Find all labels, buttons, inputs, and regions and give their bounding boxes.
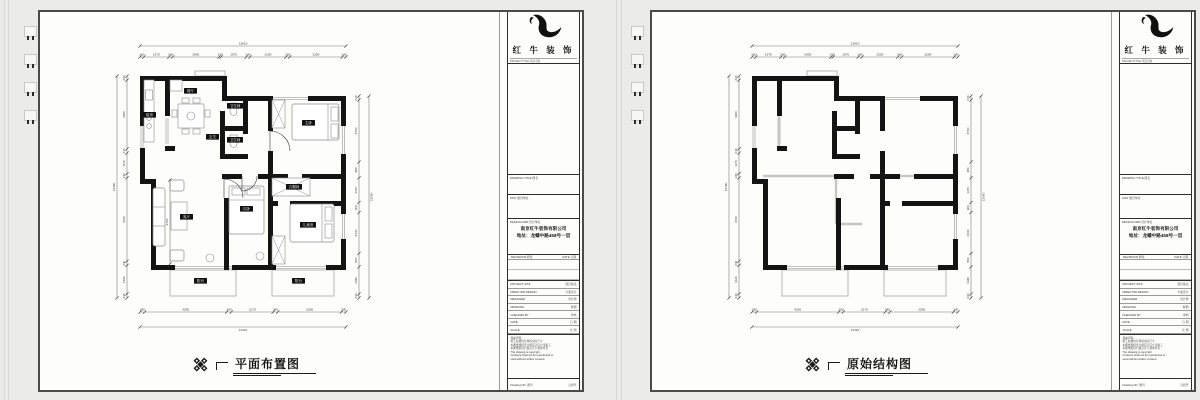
- svg-text:240: 240: [354, 95, 359, 101]
- svg-text:3290: 3290: [312, 52, 320, 57]
- svg-text:240: 240: [734, 293, 739, 299]
- unit-section: [508, 195, 579, 219]
- revision-row: [508, 270, 579, 280]
- svg-text:2440: 2440: [354, 229, 359, 237]
- sheet-floor-plan: [38, 10, 584, 392]
- drawing-title-label: DRAWING TITLE 图名: [510, 176, 539, 180]
- page-fold-line: [8, 0, 9, 400]
- fold-mark: [631, 26, 644, 37]
- design-firm-section: [1120, 219, 1191, 255]
- svg-text:4700: 4700: [165, 218, 170, 226]
- fold-mark: [631, 110, 644, 121]
- drawing-number-row: [508, 378, 579, 390]
- svg-text:儿童房: 儿童房: [302, 223, 314, 228]
- caption-underline: [845, 375, 893, 376]
- revision-date-label: DATE 日期: [1174, 255, 1188, 259]
- note-line: 郑重声明：: [510, 336, 524, 340]
- svg-text:240: 240: [751, 52, 757, 57]
- svg-text:1170: 1170: [734, 160, 739, 167]
- info-row: PROJECT SITE 项目地点: [1120, 281, 1191, 289]
- company-address: 地址：龙蟠中路458号一层: [1128, 233, 1183, 239]
- svg-text:3290: 3290: [306, 307, 314, 312]
- note-line: 施工前须核对现场实际尺寸: [1122, 340, 1155, 344]
- svg-text:客厅: 客厅: [182, 215, 191, 220]
- diamond-logo-icon: [192, 356, 209, 373]
- design-firm-label: DESIGN FIRM 设计单位: [510, 220, 541, 224]
- svg-text:950: 950: [354, 167, 359, 173]
- svg-text:600: 600: [354, 204, 359, 211]
- svg-text:240: 240: [122, 260, 127, 266]
- unit-label: UNIT 建设单位: [510, 196, 529, 200]
- fold-mark: [631, 54, 644, 65]
- info-row: DIRECTOR DESIGN 方案设计: [1120, 289, 1191, 297]
- caption-bracket: [216, 362, 228, 370]
- svg-text:3700: 3700: [966, 127, 971, 135]
- plan-caption: [192, 355, 316, 377]
- svg-text:4250: 4250: [182, 307, 190, 312]
- revision-row: [1120, 270, 1191, 280]
- svg-text:4760: 4760: [122, 216, 127, 223]
- plan-title: 原始结构图: [845, 355, 928, 374]
- svg-text:1470: 1470: [354, 186, 359, 194]
- svg-text:1620: 1620: [966, 276, 971, 284]
- title-block-separator: [1111, 12, 1112, 390]
- drawing-title-label: DRAWING TITLE 图名: [1122, 176, 1151, 180]
- page-fold-line: [616, 0, 617, 400]
- copyright-notes: [508, 334, 579, 378]
- svg-text:240: 240: [953, 52, 959, 57]
- title-block: [1119, 12, 1192, 390]
- info-row: SCALE 比 例: [508, 326, 579, 334]
- svg-text:4250: 4250: [794, 307, 802, 312]
- company-address: 地址：龙蟠中路458号一层: [516, 233, 571, 239]
- svg-text:240: 240: [857, 52, 863, 57]
- note-line: used without written consent.: [510, 357, 546, 361]
- svg-text:240: 240: [897, 52, 903, 57]
- revision-row: [508, 260, 579, 270]
- svg-text:1620: 1620: [354, 276, 359, 284]
- title-block: [507, 12, 580, 390]
- plan-title: 平面布置图: [233, 355, 316, 374]
- svg-text:2170: 2170: [248, 307, 256, 312]
- note-line: Contents shall not be reproduced or: [1122, 354, 1166, 358]
- note-line: The drawing is copyright.: [1122, 350, 1153, 354]
- info-row: DESIGNER 设计师: [508, 296, 579, 304]
- svg-text:玄关: 玄关: [208, 135, 217, 140]
- revisions-label: REVISIONS 修改: [511, 255, 533, 259]
- red-bull-logo-icon: [524, 14, 564, 38]
- svg-text:240: 240: [168, 52, 174, 57]
- svg-text:餐厅: 餐厅: [186, 89, 195, 94]
- title-block-separator: [499, 12, 500, 390]
- info-row: PROJECT SITE 项目地点: [508, 281, 579, 289]
- brand-logo-block: [1120, 12, 1191, 64]
- fold-mark: [24, 54, 37, 65]
- svg-text:240: 240: [122, 173, 127, 179]
- info-row: CHECKED BY 审核: [508, 311, 579, 319]
- svg-text:12480: 12480: [112, 182, 117, 192]
- note-line: 本图纸版权归南京红牛装饰所有: [510, 347, 549, 351]
- svg-text:4760: 4760: [734, 216, 739, 223]
- svg-text:3920: 3920: [734, 111, 739, 118]
- svg-text:1570: 1570: [764, 52, 772, 57]
- unit-section: [1120, 195, 1191, 219]
- contract-no-label: 合同号: [568, 382, 577, 387]
- copyright-notes: [1120, 334, 1191, 378]
- svg-text:1570: 1570: [152, 52, 160, 57]
- svg-text:阳台: 阳台: [196, 279, 205, 284]
- fold-mark: [631, 82, 644, 93]
- svg-text:240: 240: [341, 52, 347, 57]
- title-block-empty-area: [508, 64, 579, 175]
- note-line: used without written consent.: [1122, 357, 1158, 361]
- revision-row: [1120, 260, 1191, 270]
- svg-text:主卧: 主卧: [304, 121, 313, 126]
- svg-text:240: 240: [226, 307, 232, 312]
- note-line: 本图纸须经设计师签字后方可施工: [510, 343, 551, 347]
- info-row: SCALE 比 例: [1120, 326, 1191, 334]
- svg-text:240: 240: [780, 52, 786, 57]
- svg-text:厨房: 厨房: [145, 113, 154, 118]
- contract-no-label: 合同号: [1180, 382, 1189, 387]
- revisions-table: [508, 255, 579, 281]
- svg-text:3700: 3700: [354, 127, 359, 135]
- title-block-empty-area: [1120, 64, 1191, 175]
- svg-text:240: 240: [122, 75, 127, 81]
- svg-text:240: 240: [751, 307, 757, 312]
- svg-text:1570: 1570: [842, 52, 850, 57]
- diamond-logo-icon: [804, 356, 821, 373]
- svg-text:140: 140: [217, 52, 223, 57]
- design-firm-section: [508, 219, 579, 255]
- svg-text:240: 240: [838, 307, 844, 312]
- svg-text:1170: 1170: [122, 160, 127, 167]
- note-line: The drawing is copyright.: [510, 350, 541, 354]
- svg-text:11310: 11310: [850, 328, 860, 333]
- note-line: 本图纸版权归南京红牛装饰所有: [1122, 347, 1161, 351]
- svg-text:240: 240: [734, 173, 739, 179]
- structure-plan-drawing: [652, 12, 1112, 358]
- page-fold-line: [621, 0, 622, 400]
- info-row: DATE 日 期: [1120, 319, 1191, 327]
- revisions-table: [1120, 255, 1191, 281]
- svg-text:3290: 3290: [918, 307, 926, 312]
- revisions-label: REVISIONS 修改: [1123, 255, 1145, 259]
- fold-mark: [24, 82, 37, 93]
- svg-text:240: 240: [272, 307, 279, 312]
- svg-text:240: 240: [734, 75, 739, 81]
- page-fold-line: [4, 0, 5, 400]
- drawing-no-label: Drawing NO. 图号: [510, 382, 533, 387]
- svg-text:1570: 1570: [230, 52, 238, 57]
- brand-sub-label: PROJECTTITLE 项目名称: [1122, 58, 1189, 63]
- svg-text:卫生间: 卫生间: [229, 104, 241, 109]
- svg-text:600: 600: [966, 204, 971, 211]
- svg-text:140: 140: [829, 52, 835, 57]
- svg-text:240: 240: [734, 148, 739, 154]
- info-row: DESIGNER 设计师: [1120, 296, 1191, 304]
- caption-bracket: [828, 362, 840, 370]
- info-row: DIRECTOR DESIGN 方案设计: [508, 289, 579, 297]
- drawing-title-section: [1120, 175, 1191, 195]
- fold-mark: [24, 26, 37, 37]
- red-bull-logo-icon: [1136, 14, 1176, 38]
- svg-text:240: 240: [341, 307, 347, 312]
- svg-text:次卧: 次卧: [242, 207, 251, 212]
- svg-text:12480: 12480: [724, 182, 729, 192]
- info-row: DRAWING 制图: [508, 304, 579, 312]
- unit-label: UNIT 建设单位: [1122, 196, 1141, 200]
- svg-text:240: 240: [734, 260, 739, 266]
- svg-text:950: 950: [966, 167, 971, 173]
- drawing-title-section: [508, 175, 579, 195]
- brand-name: 红 牛 装 饰: [512, 45, 575, 55]
- svg-text:3920: 3920: [122, 111, 127, 118]
- sheet-structure-plan: [650, 10, 1196, 392]
- fold-mark: [24, 110, 37, 121]
- note-line: 施工前须核对现场实际尺寸: [510, 340, 543, 344]
- svg-text:11310: 11310: [238, 328, 248, 333]
- company-name: 南京红牛装饰有限公司: [1132, 226, 1179, 231]
- svg-text:衣帽间: 衣帽间: [288, 185, 300, 190]
- svg-text:800: 800: [354, 257, 359, 263]
- plan-caption: [804, 355, 928, 377]
- svg-text:2250: 2250: [264, 52, 272, 57]
- svg-text:240: 240: [245, 52, 251, 57]
- svg-text:240: 240: [354, 293, 359, 299]
- info-row: CHECKED BY 审核: [1120, 311, 1191, 319]
- svg-text:13610: 13610: [850, 41, 860, 46]
- svg-text:12060: 12060: [981, 192, 986, 202]
- svg-text:240: 240: [953, 307, 959, 312]
- svg-text:240: 240: [139, 307, 145, 312]
- brand-sub-label: PROJECTTITLE 项目名称: [510, 58, 577, 63]
- brand-name: 红 牛 装 饰: [1124, 45, 1187, 55]
- svg-text:240: 240: [966, 293, 971, 299]
- svg-text:1470: 1470: [966, 186, 971, 194]
- svg-text:1620: 1620: [734, 276, 739, 284]
- design-firm-label: DESIGN FIRM 设计单位: [1122, 220, 1153, 224]
- svg-text:12060: 12060: [369, 192, 374, 202]
- svg-text:1620: 1620: [122, 276, 127, 284]
- svg-text:13610: 13610: [238, 41, 248, 46]
- revision-date-label: DATE 日期: [562, 255, 576, 259]
- info-rows: [1120, 281, 1191, 334]
- svg-text:240: 240: [884, 307, 891, 312]
- brand-logo-block: [508, 12, 579, 64]
- svg-text:240: 240: [139, 52, 145, 57]
- info-rows: [508, 281, 579, 334]
- floor-plan-drawing: [40, 12, 500, 358]
- svg-text:240: 240: [285, 52, 291, 57]
- drawing-number-row: [1120, 378, 1191, 390]
- company-name: 南京红牛装饰有限公司: [520, 226, 567, 231]
- caption-underline: [233, 375, 281, 376]
- svg-text:2440: 2440: [966, 229, 971, 237]
- svg-text:阳台: 阳台: [294, 279, 303, 284]
- drawing-no-label: Drawing NO. 图号: [1122, 382, 1145, 387]
- svg-text:卫生间: 卫生间: [229, 138, 241, 143]
- note-line: Contents shall not be reproduced or: [510, 354, 554, 358]
- note-line: 郑重声明：: [1122, 336, 1136, 340]
- svg-text:240: 240: [122, 293, 127, 299]
- svg-text:2250: 2250: [876, 52, 884, 57]
- svg-text:240: 240: [966, 95, 971, 101]
- info-row: DATE 日 期: [508, 319, 579, 327]
- svg-text:2170: 2170: [860, 307, 868, 312]
- svg-text:2900: 2900: [192, 52, 200, 57]
- note-line: 本图纸须经设计师签字后方可施工: [1122, 343, 1163, 347]
- info-row: DRAWING 制图: [1120, 304, 1191, 312]
- svg-text:3290: 3290: [924, 52, 932, 57]
- svg-text:2900: 2900: [804, 52, 812, 57]
- svg-text:800: 800: [966, 257, 971, 263]
- svg-text:240: 240: [122, 148, 127, 154]
